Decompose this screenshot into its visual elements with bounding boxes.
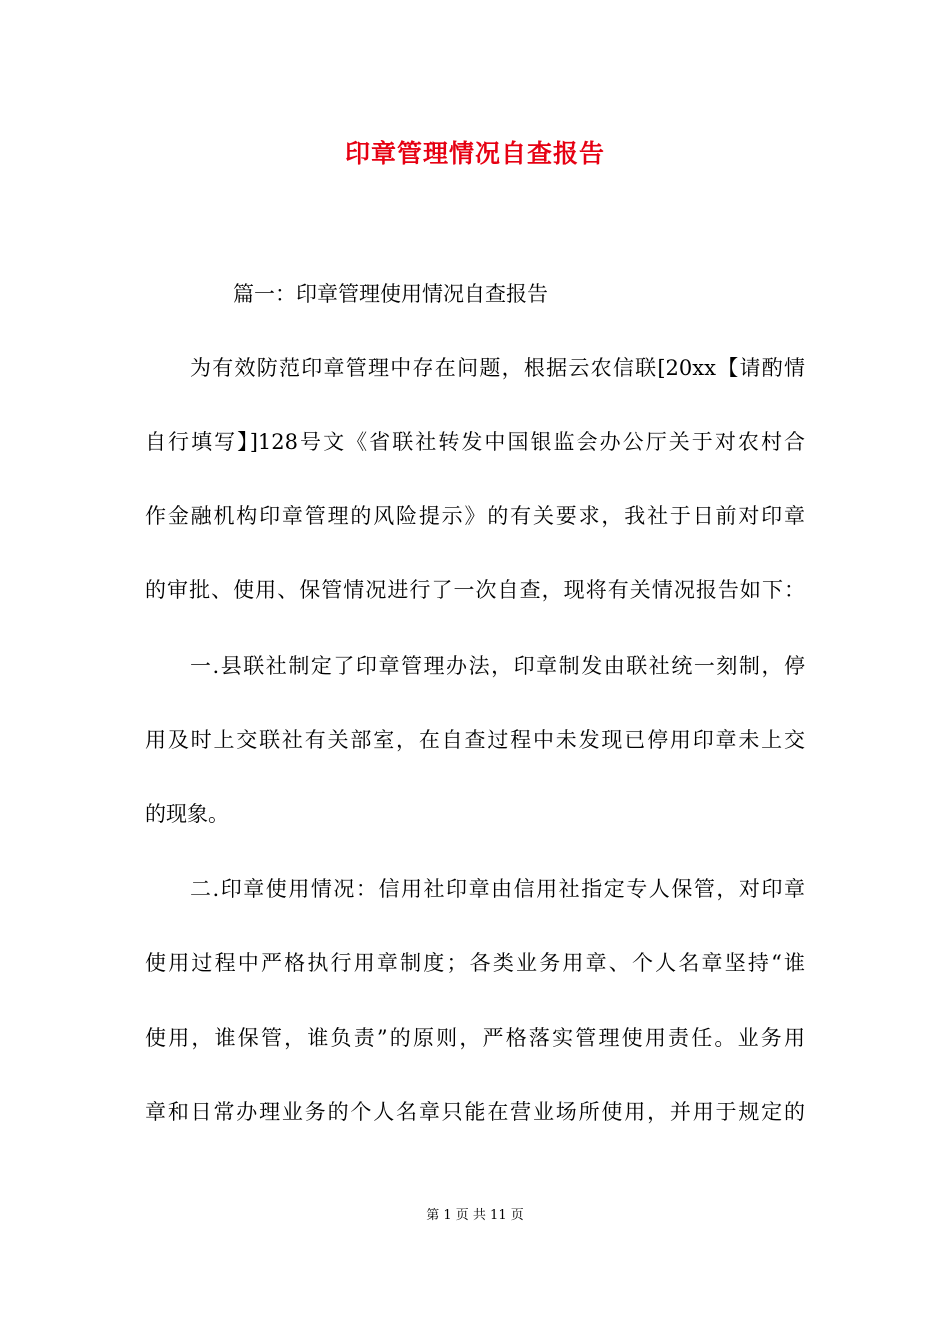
paragraph-line: 用及时上交联社有关部室，在自查过程中未发现已停用印章未上交: [145, 728, 805, 752]
paragraph-line: 二.印章使用情况：信用社印章由信用社指定专人保管，对印章: [190, 877, 805, 901]
page-footer: 第 1 页 共 11 页: [426, 1208, 524, 1223]
paragraph-line: 使用过程中严格执行用章制度；各类业务用章、个人名章坚持“谁: [145, 951, 805, 975]
paragraph-line: 作金融机构印章管理的风险提示》的有关要求，我社于日前对印章: [145, 504, 805, 528]
section-heading: 篇一：印章管理使用情况自查报告: [233, 282, 548, 306]
page-title: 印章管理情况自查报告: [344, 139, 605, 168]
paragraph-line: 的现象。: [145, 802, 229, 826]
paragraph-line: 的审批、使用、保管情况进行了一次自查，现将有关情况报告如下：: [145, 578, 805, 602]
paragraph-line: 章和日常办理业务的个人名章只能在营业场所使用，并用于规定的: [145, 1100, 805, 1124]
paragraph-line: 为有效防范印章管理中存在问题，根据云农信联[20xx【请酌情: [190, 356, 805, 380]
paragraph-line: 一.县联社制定了印章管理办法，印章制发由联社统一刻制，停: [190, 654, 805, 678]
paragraph-line: 使用，谁保管，谁负责”的原则，严格落实管理使用责任。业务用: [145, 1026, 805, 1050]
paragraph-line: 自行填写】]128号文《省联社转发中国银监会办公厅关于对农村合: [145, 430, 805, 454]
